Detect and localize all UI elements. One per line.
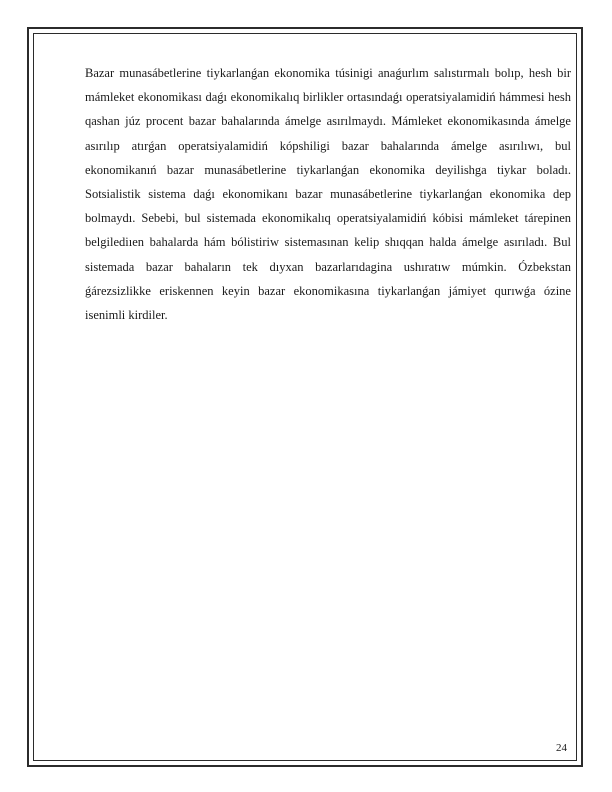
- body-paragraph: Bazar munasábetlerine tiykarlanǵan ekonomika túsinigi anaǵurlım salıstırmalı bolıp, hesh bir mámleket ekonomikası daǵı ekonomikalıq birlikler ortasındaǵı operatsiyalamidiń hámmesi hesh qashan júz procent bazar bahalarında ámelge asırılmaydı. Mámleket ekonomikasında ámelge asırılıp atırǵan operatsiyalamidiń kópshiligi bazar bahalarında ámelge asırılıwı, bul ekonomikanıń bazar munasábetlerine tiykarlanǵan ekonomika deyilishga tiykar boladı. Sotsialistik sistema daǵı ekonomikanı bazar munasábetlerine tiykarlanǵan ekonomika dep bolmaydı. Sebebi, bul sistemada ekonomikalıq operatsiyalamidiń kóbisi mámleket tárepinen belgilediıen bahalarda hám bólistiriw sistemasınan kelip shıqqan halda ámelge asırıladı. Bul sistemada bazar bahaların tek dıyxan bazarlarıdagina ushıratıw múmkin. Ózbekstan ǵárezsizlikke eriskennen keyin bazar ekonomikasına tiykarlanǵan jámiyet qurıwǵa ózine isenimli kirdiler.: [85, 66, 571, 323]
- page-number: 24: [556, 742, 567, 754]
